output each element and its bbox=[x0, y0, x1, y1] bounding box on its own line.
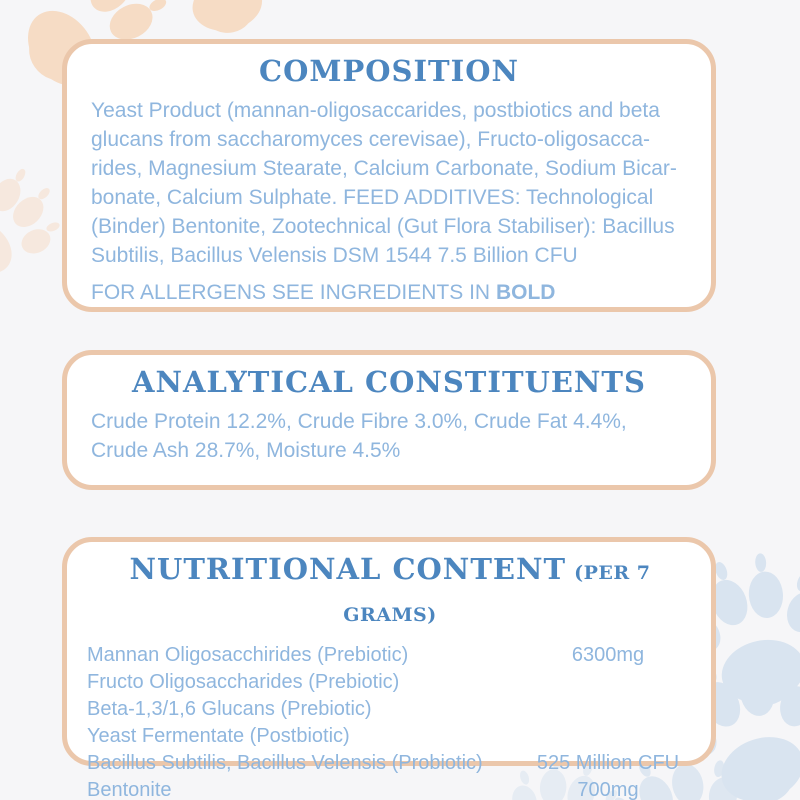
composition-text-line: Yeast Product (mannan-oligosaccarides, postbiotics and beta bbox=[91, 99, 660, 122]
analytical-text-line: Crude Ash 28.7%, Moisture 4.5% bbox=[91, 439, 401, 462]
composition-title: COMPOSITION bbox=[259, 54, 519, 88]
table-row bbox=[87, 642, 693, 669]
nutrient-label: Bacillus Subtilis, Bacillus Velensis (Probiotic) bbox=[87, 752, 483, 774]
table-row bbox=[87, 723, 693, 750]
nutritional-title bbox=[87, 550, 693, 634]
table-row bbox=[87, 669, 693, 696]
composition-text-line: bonate, Calcium Sulphate. FEED ADDITIVES: Technological bbox=[91, 186, 654, 209]
nutrient-label: Beta-1,3/1,6 Glucans (Prebiotic) bbox=[87, 698, 372, 720]
composition-text bbox=[91, 96, 687, 270]
nutrient-value: 525 Million CFU bbox=[536, 752, 680, 774]
nutrient-label: Mannan Oligosacchirides (Prebiotic) bbox=[87, 644, 409, 666]
nutrient-value: 6300mg bbox=[571, 644, 645, 666]
nutritional-serving-size: (PER 7 GRAMS) bbox=[343, 562, 651, 626]
analytical-text-line: Crude Protein 12.2%, Crude Fibre 3.0%, Crude Fat 4.4%, bbox=[91, 410, 627, 433]
table-row bbox=[87, 696, 693, 723]
nutrient-label: Bentonite bbox=[87, 779, 172, 800]
analytical-text bbox=[91, 407, 687, 465]
analytical-constituents-card bbox=[62, 350, 716, 490]
composition-text-line: Subtilis, Bacillus Velensis DSM 1544 7.5 Billion CFU bbox=[91, 244, 578, 267]
nutritional-table bbox=[87, 642, 693, 800]
composition-text-line: (Binder) Bentonite, Zootechnical (Gut Flora Stabiliser): Bacillus bbox=[91, 215, 675, 238]
allergen-text: FOR ALLERGENS SEE INGREDIENTS IN bbox=[91, 281, 496, 304]
allergen-statement bbox=[91, 278, 687, 307]
table-row bbox=[87, 777, 693, 800]
nutrient-value: 700mg bbox=[577, 779, 639, 800]
composition-card bbox=[62, 39, 716, 312]
nutrient-label: Fructo Oligosaccharides (Prebiotic) bbox=[87, 671, 400, 693]
analytical-title: ANALYTICAL CONSTITUENTS bbox=[132, 365, 646, 399]
table-row bbox=[87, 750, 693, 777]
allergen-bold-word: BOLD bbox=[495, 281, 556, 304]
composition-text-line: rides, Magnesium Stearate, Calcium Carbonate, Sodium Bicar- bbox=[91, 157, 677, 180]
nutritional-content-card bbox=[62, 537, 716, 800]
nutritional-title-text: NUTRITIONAL CONTENT bbox=[129, 552, 567, 586]
nutrient-label: Yeast Fermentate (Postbiotic) bbox=[87, 725, 350, 747]
composition-text-line: glucans from saccharomyces cerevisae), Fructo-oligosacca- bbox=[91, 128, 651, 151]
